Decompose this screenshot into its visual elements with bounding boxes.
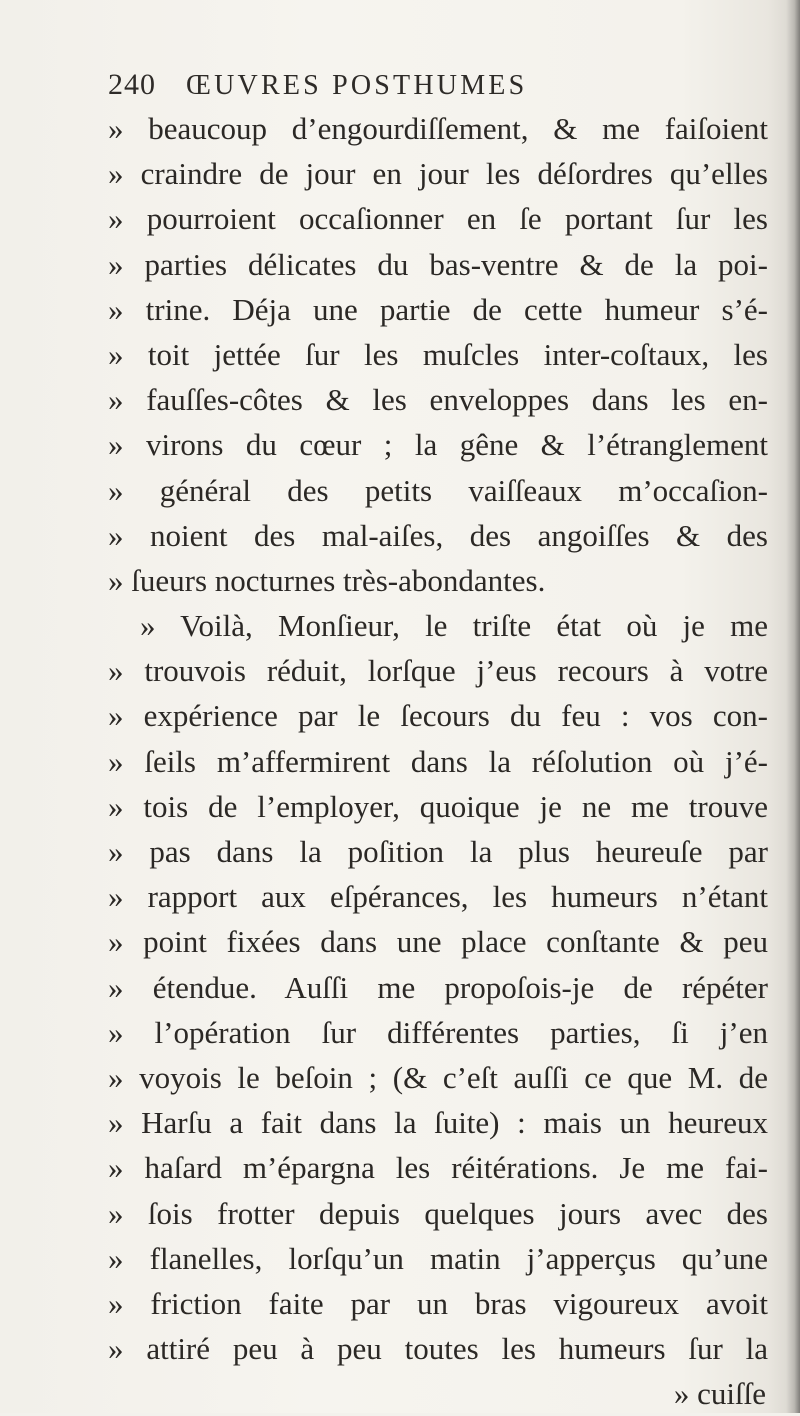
- text-line: » l’opération ſur différentes parties, ſi j’en: [108, 1014, 768, 1050]
- page-header: [108, 68, 527, 102]
- text-line: » ſueurs nocturnes très-abondantes.: [108, 562, 546, 598]
- text-line: » attiré peu à peu toutes les humeurs ſur la: [108, 1331, 768, 1367]
- text-line: » fauſſes-côtes & les enveloppes dans les en-: [108, 382, 768, 418]
- text-line: » ſeils m’affermirent dans la réſolution où j’é-: [108, 743, 768, 779]
- body-text: [108, 106, 768, 1416]
- text-line: » flanelles, lorſqu’un matin j’apperçus qu’une: [108, 1240, 768, 1276]
- text-line: » craindre de jour en jour les déſordres qu’elles: [108, 156, 768, 192]
- text-line: » point fixées dans une place conſtante & peu: [108, 924, 768, 960]
- text-line: » parties délicates du bas-ventre & de la poi-: [108, 246, 768, 282]
- page-edge-shadow: [786, 0, 800, 1413]
- running-title: ŒUVRES POSTHUMES: [186, 70, 528, 101]
- text-line: » trine. Déja une partie de cette humeur s’é-: [108, 291, 768, 327]
- text-line: » général des petits vaiſſeaux m’occaſion-: [108, 472, 768, 508]
- text-line: » noient des mal-aiſes, des angoiſſes & des: [108, 517, 768, 553]
- text-line: » ſois frotter depuis quelques jours avec des: [108, 1195, 768, 1231]
- text-line: » beaucoup d’engourdiſſement, & me faiſoient: [108, 111, 768, 146]
- catchword: » cuiſſe: [673, 1376, 766, 1412]
- text-line: » tois de l’employer, quoique je ne me trouve: [108, 788, 768, 824]
- text-line: » pas dans la poſition la plus heureuſe par: [108, 834, 768, 869]
- text-line: » pourroient occaſionner en ſe portant ſur les: [108, 201, 768, 237]
- text-line: » rapport aux eſpérances, les humeurs n’étant: [108, 879, 768, 915]
- paragraph-start-line: » Voilà, Monſieur, le triſte état où je me: [140, 608, 768, 644]
- text-line: » Harſu a fait dans la ſuite) : mais un heureux: [108, 1105, 768, 1141]
- text-line: » friction faite par un bras vigoureux avoit: [108, 1285, 768, 1321]
- text-line: » haſard m’épargna les réitérations. Je me fai-: [108, 1150, 768, 1186]
- text-line: » virons du cœur ; la gêne & l’étranglement: [108, 427, 768, 463]
- text-line: » expérience par le ſecours du feu : vos con-: [108, 698, 768, 734]
- text-line: » étendue. Auſſi me propoſois-je de répéter: [108, 969, 768, 1005]
- page-number: 240: [108, 68, 156, 101]
- text-line: » trouvois réduit, lorſque j’eus recours à votre: [108, 653, 768, 689]
- text-line: » voyois le beſoin ; (& c’eſt auſſi ce que M. de: [108, 1059, 768, 1095]
- text-line: » toit jettée ſur les muſcles inter-coſtaux, les: [108, 336, 768, 372]
